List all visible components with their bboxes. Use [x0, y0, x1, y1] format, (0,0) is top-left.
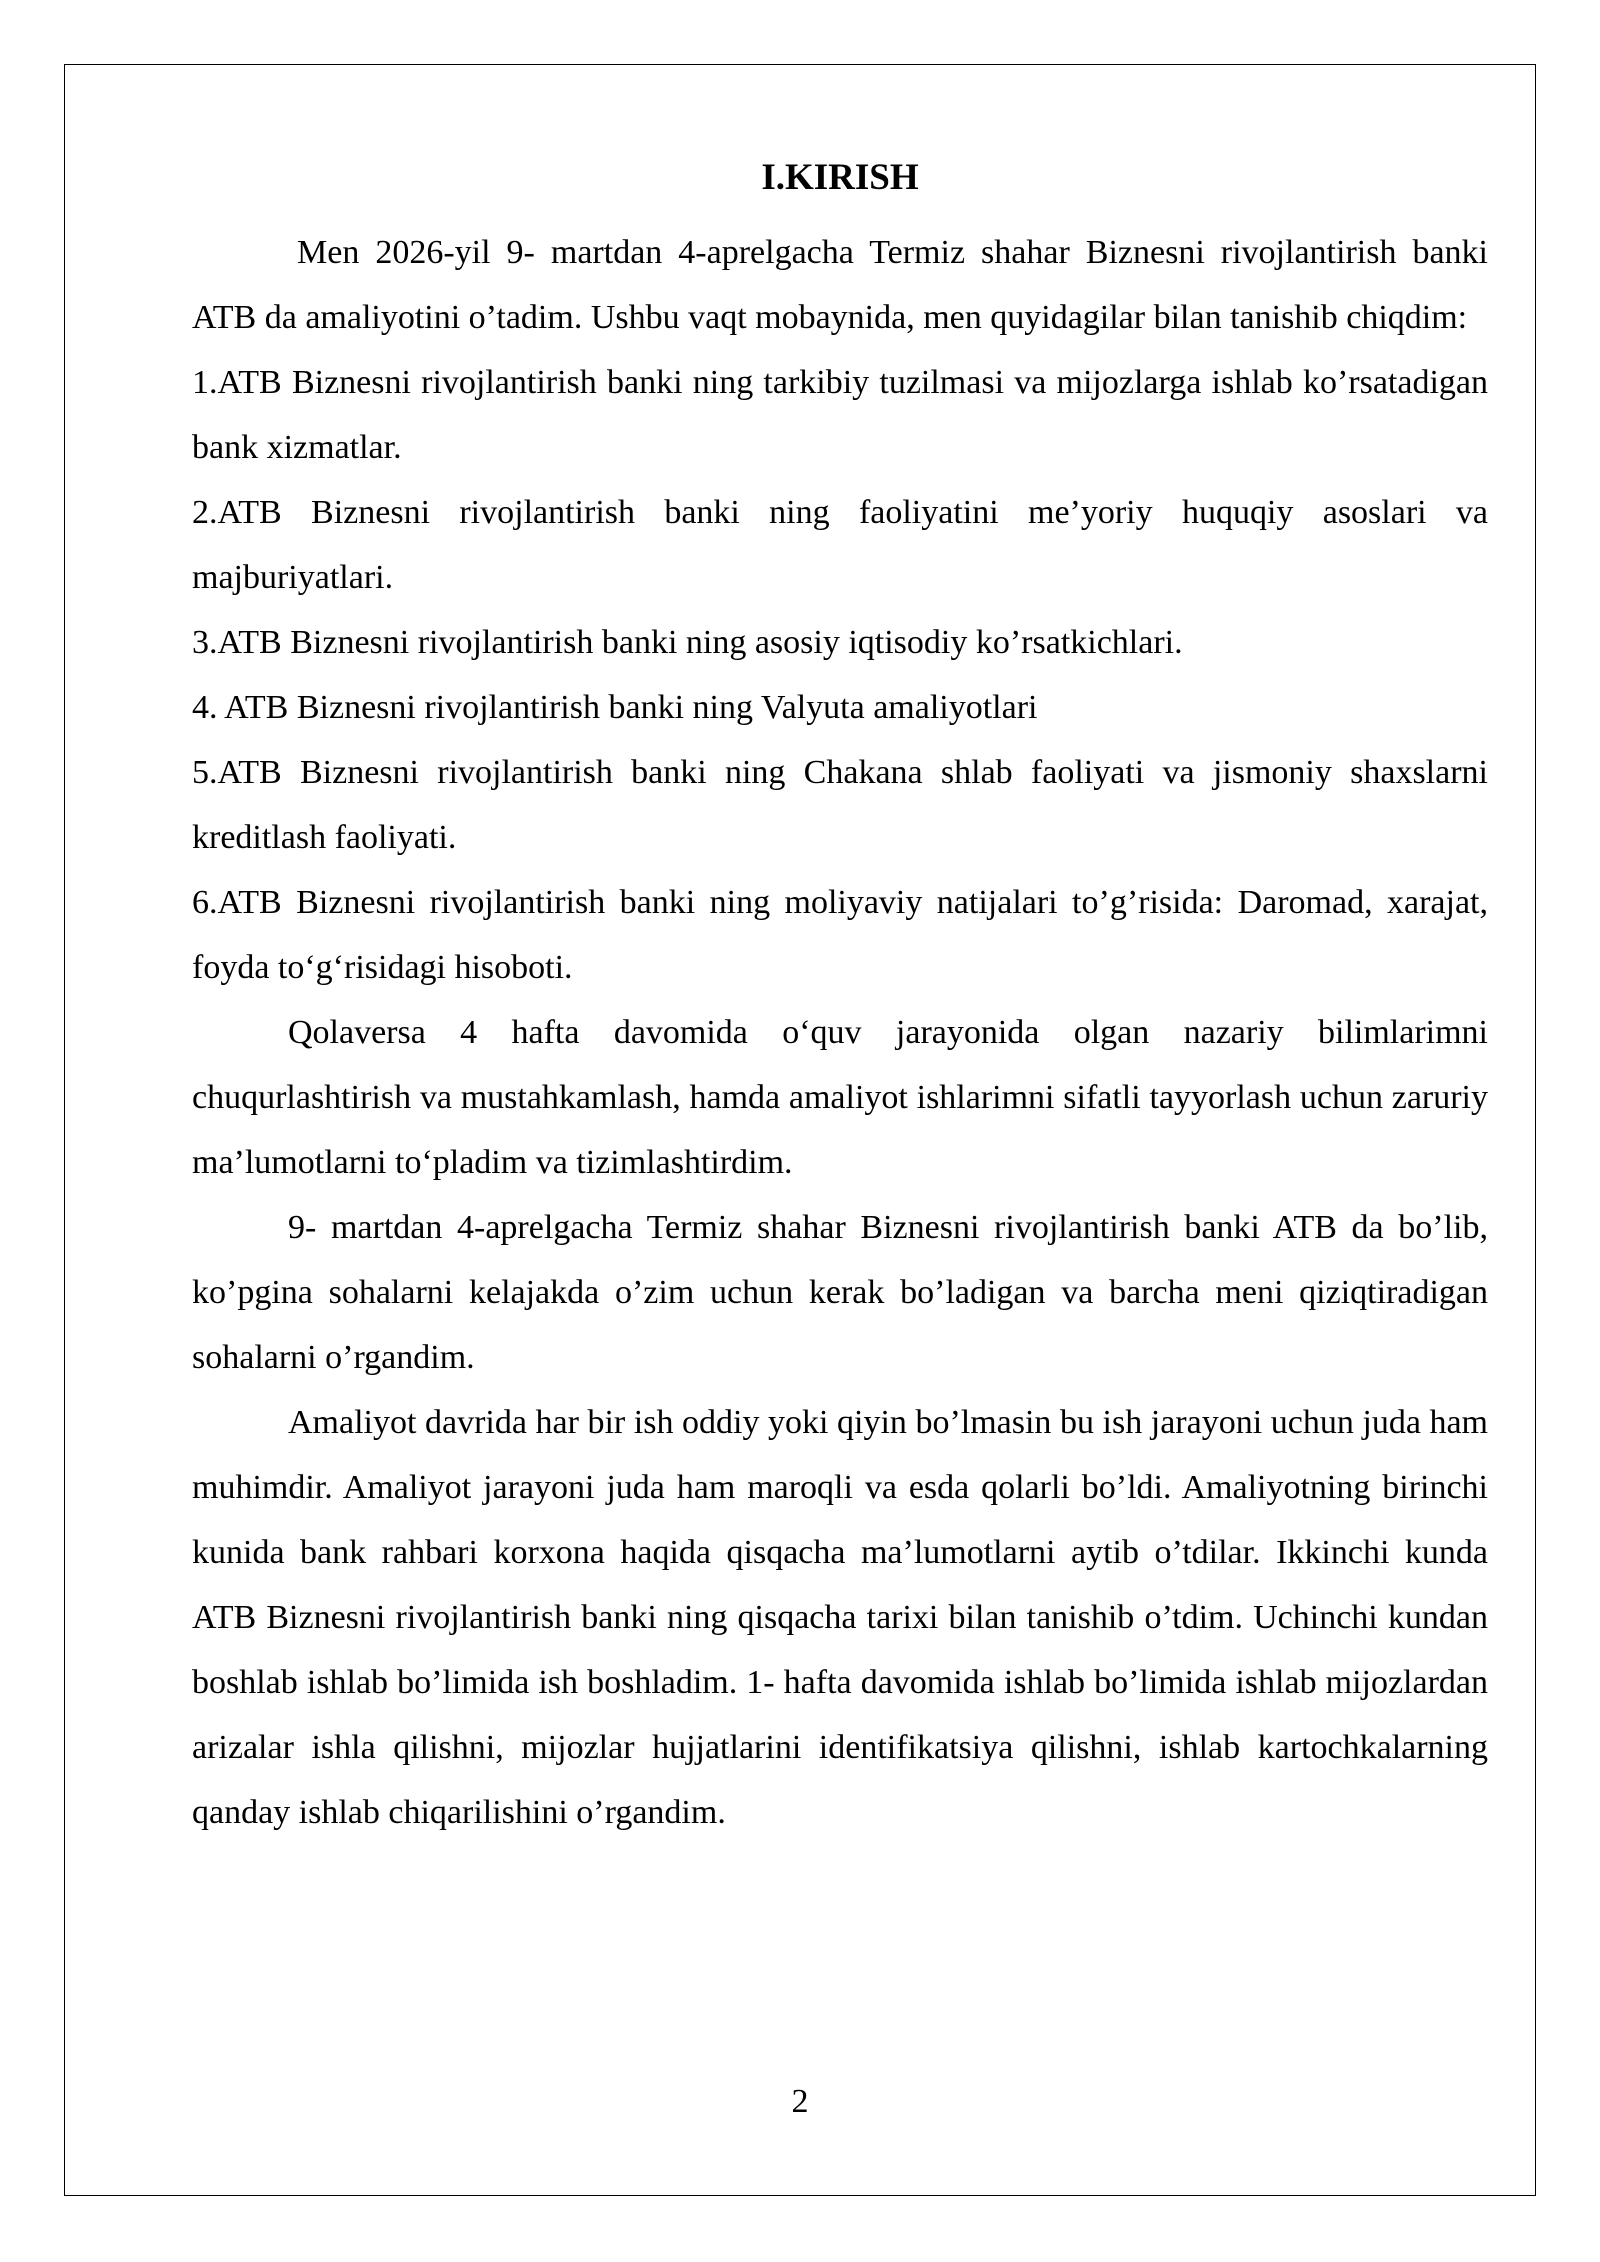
list-item-4: 4. ATB Biznesni rivojlantirish banki ning Valyuta amaliyotlari [192, 689, 1038, 726]
page-number: 2 [791, 2083, 809, 2120]
list-item-6: 6.ATB Biznesni rivojlantirish banki ning moliyaviy natijalari to’g’risida: Daromad, xarajat, foyda to‘g‘risidagi hisoboti. [192, 884, 1488, 986]
intro-paragraph: Men 2026-yil 9- martdan 4-aprelgacha Termiz shahar Biznesni rivojlantirish banki ATB da amaliyotini o’tadim. Ushbu vaqt mobaynida, men quyidagilar bilan tanishib chiqdim: [192, 234, 1488, 336]
list-item-1: 1.ATB Biznesni rivojlantirish banki ning tarkibiy tuzilmasi va mijozlarga ishlab ko’rsatadigan bank xizmatlar. [192, 364, 1488, 466]
body-paragraph-1: Qolaversa 4 hafta davomida o‘quv jarayonida olgan nazariy bilimlarimni chuqurlashtirish va mustahkamlash, hamda amaliyot ishlarimni sifatli tayyorlash uchun zaruriy ma’lumotlarni to‘pladim va tizimlashtirdim. [192, 1014, 1488, 1181]
body-paragraph-3: Amaliyot davrida har bir ish oddiy yoki qiyin bo’lmasin bu ish jarayoni uchun juda ham muhimdir. Amaliyot jarayoni juda ham maroqli va esda qolarli bo’ldi. Amaliyotning birinchi kunida bank rahbari korxona haqida qisqacha ma’lumotlarni aytib o’tdilar. Ikkinchi kunda ATB Biznesni rivojlantirish banki ning qisqacha tarixi bilan tanishib o’tdim. Uchinchi kundan boshlab ishlab bo’limida ish boshladim. 1- hafta davomida ishlab bo’limida ishlab mijozlardan arizalar ishla qilishni, mijozlar hujjatlarini identifikatsiya qilishni, ishlab kartochkalarning qanday ishlab chiqarilishini o’rgandim. [192, 1404, 1488, 1831]
body-paragraph-2: 9- martdan 4-aprelgacha Termiz shahar Biznesni rivojlantirish banki ATB da bo’lib, ko’pgina sohalarni kelajakda o’zim uchun kerak bo’ladigan va barcha meni qiziqtiradigan sohalarni o’rgandim. [192, 1209, 1488, 1376]
list-item-5: 5.ATB Biznesni rivojlantirish banki ning Chakana shlab faoliyati va jismoniy shaxslarni kreditlash faoliyati. [192, 754, 1488, 856]
list-item-3: 3.ATB Biznesni rivojlantirish banki ning asosiy iqtisodiy ko’rsatkichlari. [192, 624, 1183, 661]
list-item-2: 2.ATB Biznesni rivojlantirish banki ning faoliyatini me’yoriy huquqiy asoslari va majburiyatlari. [192, 494, 1488, 596]
section-heading: I.KIRISH [761, 157, 919, 198]
document-body [192, 152, 1488, 1845]
